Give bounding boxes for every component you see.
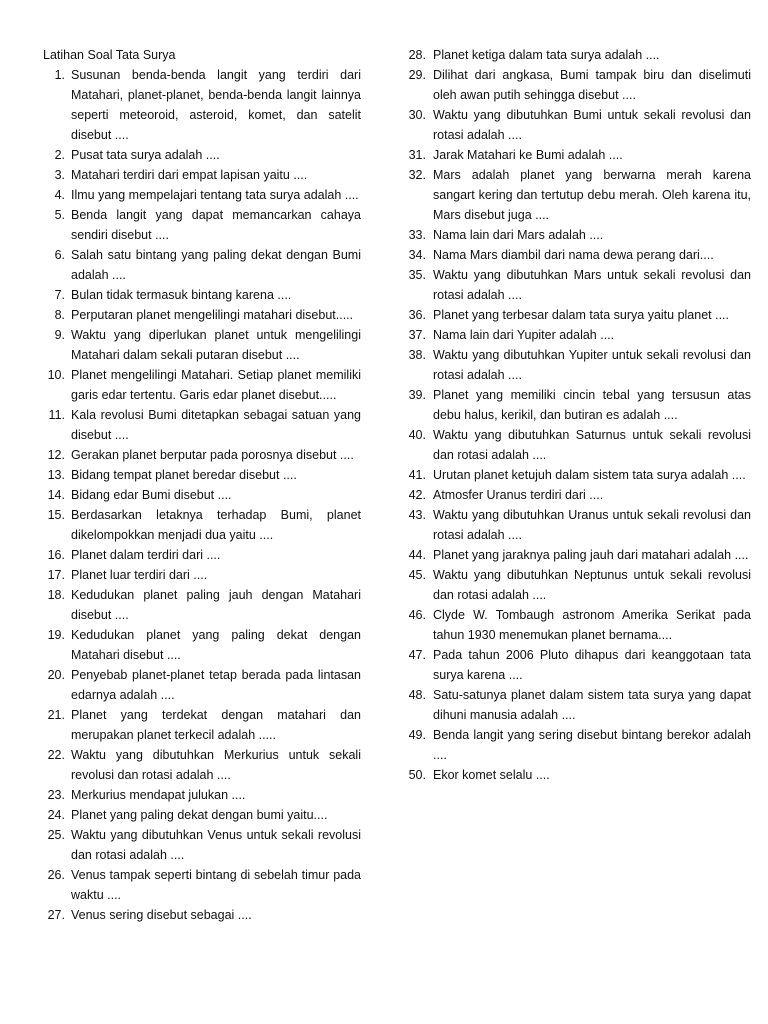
question-item bbox=[43, 625, 361, 665]
question-number: 40. bbox=[408, 428, 426, 442]
question-text: Nama lain dari Mars adalah .... bbox=[433, 228, 604, 242]
question-text: Bulan tidak termasuk bintang karena .... bbox=[71, 288, 292, 302]
question-text: Planet mengelilingi Matahari. Setiap planet memiliki garis edar tertentu. Garis edar planet disebut..... bbox=[71, 368, 361, 402]
question-item bbox=[406, 65, 751, 105]
question-text: Waktu yang dibutuhkan Venus untuk sekali revolusi dan rotasi adalah .... bbox=[71, 828, 361, 862]
question-text: Waktu yang dibutuhkan Merkurius untuk sekali revolusi dan rotasi adalah .... bbox=[71, 748, 361, 782]
question-text: Waktu yang dibutuhkan Saturnus untuk sekali revolusi dan rotasi adalah .... bbox=[433, 428, 751, 462]
question-number: 8. bbox=[54, 308, 65, 322]
question-number: 50. bbox=[408, 768, 426, 782]
question-item bbox=[43, 565, 361, 585]
question-text: Planet dalam terdiri dari .... bbox=[71, 548, 221, 562]
question-number: 44. bbox=[408, 548, 426, 562]
question-item bbox=[43, 325, 361, 365]
question-number: 3. bbox=[54, 168, 65, 182]
question-number: 37. bbox=[408, 328, 426, 342]
question-number: 38. bbox=[408, 348, 426, 362]
question-text: Pada tahun 2006 Pluto dihapus dari keanggotaan tata surya karena .... bbox=[433, 648, 751, 682]
question-text: Venus sering disebut sebagai .... bbox=[71, 908, 252, 922]
question-item bbox=[406, 725, 751, 765]
question-item bbox=[43, 865, 361, 905]
question-item bbox=[406, 245, 751, 265]
question-item bbox=[43, 805, 361, 825]
question-number: 20. bbox=[47, 668, 65, 682]
question-number: 13. bbox=[47, 468, 65, 482]
question-text: Planet yang terbesar dalam tata surya yaitu planet .... bbox=[433, 308, 730, 322]
left-column bbox=[43, 45, 361, 925]
question-item bbox=[43, 285, 361, 305]
question-item bbox=[406, 685, 751, 725]
question-item bbox=[43, 905, 361, 925]
question-text: Planet yang terdekat dengan matahari dan merupakan planet terkecil adalah ..... bbox=[71, 708, 361, 742]
question-number: 46. bbox=[408, 608, 426, 622]
question-number: 11. bbox=[48, 408, 65, 422]
question-text: Penyebab planet-planet tetap berada pada lintasan edarnya adalah .... bbox=[71, 668, 361, 702]
question-text: Urutan planet ketujuh dalam sistem tata surya adalah .... bbox=[433, 468, 746, 482]
question-text: Benda langit yang dapat memancarkan cahaya sendiri disebut .... bbox=[71, 208, 361, 242]
question-item bbox=[43, 505, 361, 545]
question-text: Waktu yang diperlukan planet untuk mengelilingi Matahari dalam sekali putaran disebut .... bbox=[71, 328, 361, 362]
question-number: 43. bbox=[408, 508, 426, 522]
question-text: Mars adalah planet yang berwarna merah karena sangart kering dan tertutup debu merah. Oleh karena itu, Mars disebut juga .... bbox=[433, 168, 751, 222]
question-number: 16. bbox=[47, 548, 65, 562]
question-number: 31. bbox=[408, 148, 426, 162]
question-item bbox=[406, 325, 751, 345]
question-number: 12. bbox=[47, 448, 65, 462]
question-item bbox=[406, 605, 751, 645]
question-number: 29. bbox=[408, 68, 426, 82]
question-number: 42. bbox=[408, 488, 426, 502]
question-item bbox=[406, 645, 751, 685]
question-item bbox=[406, 545, 751, 565]
question-number: 2. bbox=[54, 148, 65, 162]
question-number: 34. bbox=[408, 248, 426, 262]
question-text: Waktu yang dibutuhkan Mars untuk sekali revolusi dan rotasi adalah .... bbox=[433, 268, 751, 302]
question-text: Berdasarkan letaknya terhadap Bumi, planet dikelompokkan menjadi dua yaitu .... bbox=[71, 508, 361, 542]
question-item bbox=[406, 145, 751, 165]
question-item bbox=[406, 265, 751, 305]
question-number: 27. bbox=[47, 908, 65, 922]
question-number: 17. bbox=[47, 568, 65, 582]
question-item bbox=[43, 465, 361, 485]
question-number: 6. bbox=[54, 248, 65, 262]
page-title: Latihan Soal Tata Surya bbox=[43, 48, 176, 62]
question-number: 35. bbox=[408, 268, 426, 282]
question-item bbox=[43, 665, 361, 705]
question-number: 23. bbox=[47, 788, 65, 802]
question-item bbox=[43, 165, 361, 185]
question-text: Matahari terdiri dari empat lapisan yaitu .... bbox=[71, 168, 308, 182]
question-text: Bidang edar Bumi disebut .... bbox=[71, 488, 232, 502]
question-item bbox=[43, 185, 361, 205]
question-text: Kala revolusi Bumi ditetapkan sebagai satuan yang disebut .... bbox=[71, 408, 361, 442]
question-item bbox=[406, 765, 751, 785]
question-number: 19. bbox=[47, 628, 65, 642]
question-text: Merkurius mendapat julukan .... bbox=[71, 788, 246, 802]
question-text: Waktu yang dibutuhkan Bumi untuk sekali revolusi dan rotasi adalah .... bbox=[433, 108, 751, 142]
question-text: Kedudukan planet yang paling dekat dengan Matahari disebut .... bbox=[71, 628, 361, 662]
question-text: Planet luar terdiri dari .... bbox=[71, 568, 208, 582]
question-text: Nama lain dari Yupiter adalah .... bbox=[433, 328, 615, 342]
question-text: Dilihat dari angkasa, Bumi tampak biru dan diselimuti oleh awan putih sehingga disebut .... bbox=[433, 68, 751, 102]
question-text: Waktu yang dibutuhkan Uranus untuk sekali revolusi dan rotasi adalah .... bbox=[433, 508, 751, 542]
question-text: Perputaran planet mengelilingi matahari disebut..... bbox=[71, 308, 354, 322]
question-text: Atmosfer Uranus terdiri dari .... bbox=[433, 488, 604, 502]
question-item bbox=[43, 365, 361, 405]
question-text: Planet yang jaraknya paling jauh dari matahari adalah .... bbox=[433, 548, 749, 562]
question-list-left bbox=[43, 65, 361, 925]
question-text: Planet yang memiliki cincin tebal yang tersusun atas debu halus, kerikil, dan butiran es adalah .... bbox=[433, 388, 751, 422]
question-number: 45. bbox=[408, 568, 426, 582]
right-column bbox=[406, 45, 751, 785]
question-item bbox=[43, 585, 361, 625]
question-item bbox=[406, 505, 751, 545]
question-item bbox=[406, 45, 751, 65]
question-number: 10. bbox=[47, 368, 65, 382]
question-text: Planet yang paling dekat dengan bumi yaitu.... bbox=[71, 808, 328, 822]
question-number: 36. bbox=[408, 308, 426, 322]
question-text: Susunan benda-benda langit yang terdiri dari Matahari, planet-planet, benda-benda langit lainnya seperti meteoroid, asteroid, komet, dan satelit disebut .... bbox=[71, 68, 361, 142]
question-item bbox=[406, 225, 751, 245]
question-item bbox=[406, 425, 751, 465]
question-text: Bidang tempat planet beredar disebut .... bbox=[71, 468, 297, 482]
question-number: 15. bbox=[47, 508, 65, 522]
question-number: 21. bbox=[47, 708, 65, 722]
question-text: Venus tampak seperti bintang di sebelah timur pada waktu .... bbox=[71, 868, 361, 902]
question-list-right bbox=[406, 45, 751, 785]
question-item bbox=[406, 165, 751, 225]
question-number: 9. bbox=[54, 328, 65, 342]
question-number: 26. bbox=[47, 868, 65, 882]
question-number: 14. bbox=[47, 488, 65, 502]
question-item bbox=[406, 305, 751, 325]
question-number: 5. bbox=[54, 208, 65, 222]
question-text: Jarak Matahari ke Bumi adalah .... bbox=[433, 148, 623, 162]
question-number: 28. bbox=[408, 48, 426, 62]
question-number: 24. bbox=[47, 808, 65, 822]
question-item bbox=[43, 445, 361, 465]
question-item bbox=[43, 65, 361, 145]
question-number: 30. bbox=[408, 108, 426, 122]
question-item bbox=[43, 745, 361, 785]
question-number: 48. bbox=[408, 688, 426, 702]
question-item bbox=[406, 465, 751, 485]
question-item bbox=[43, 205, 361, 245]
question-text: Gerakan planet berputar pada porosnya disebut .... bbox=[71, 448, 354, 462]
question-item bbox=[43, 485, 361, 505]
question-number: 47. bbox=[408, 648, 426, 662]
question-text: Clyde W. Tombaugh astronom Amerika Serikat pada tahun 1930 menemukan planet bernama.... bbox=[433, 608, 751, 642]
question-text: Planet ketiga dalam tata surya adalah .... bbox=[433, 48, 660, 62]
question-item bbox=[406, 485, 751, 505]
question-item bbox=[406, 385, 751, 425]
question-number: 33. bbox=[408, 228, 426, 242]
question-item bbox=[43, 825, 361, 865]
question-item bbox=[43, 245, 361, 285]
question-item bbox=[406, 105, 751, 145]
question-text: Satu-satunya planet dalam sistem tata surya yang dapat dihuni manusia adalah .... bbox=[433, 688, 751, 722]
question-number: 7. bbox=[54, 288, 65, 302]
question-item bbox=[43, 405, 361, 445]
question-text: Waktu yang dibutuhkan Yupiter untuk sekali revolusi dan rotasi adalah .... bbox=[433, 348, 751, 382]
question-text: Pusat tata surya adalah .... bbox=[71, 148, 220, 162]
question-item bbox=[43, 705, 361, 745]
question-text: Waktu yang dibutuhkan Neptunus untuk sekali revolusi dan rotasi adalah .... bbox=[433, 568, 751, 602]
question-number: 25. bbox=[47, 828, 65, 842]
question-number: 4. bbox=[54, 188, 65, 202]
question-item bbox=[43, 305, 361, 325]
question-text: Ilmu yang mempelajari tentang tata surya adalah .... bbox=[71, 188, 359, 202]
question-text: Salah satu bintang yang paling dekat dengan Bumi adalah .... bbox=[71, 248, 361, 282]
question-number: 1. bbox=[54, 68, 65, 82]
question-text: Nama Mars diambil dari nama dewa perang dari.... bbox=[433, 248, 714, 262]
question-number: 22. bbox=[47, 748, 65, 762]
question-text: Benda langit yang sering disebut bintang berekor adalah .... bbox=[433, 728, 751, 762]
question-text: Ekor komet selalu .... bbox=[433, 768, 550, 782]
question-number: 32. bbox=[408, 168, 426, 182]
question-number: 18. bbox=[47, 588, 65, 602]
question-item bbox=[43, 145, 361, 165]
question-item bbox=[43, 785, 361, 805]
question-item bbox=[406, 565, 751, 605]
question-item bbox=[43, 545, 361, 565]
question-number: 39. bbox=[408, 388, 426, 402]
question-item bbox=[406, 345, 751, 385]
question-number: 49. bbox=[408, 728, 426, 742]
question-number: 41. bbox=[408, 468, 426, 482]
question-text: Kedudukan planet paling jauh dengan Matahari disebut .... bbox=[71, 588, 361, 622]
